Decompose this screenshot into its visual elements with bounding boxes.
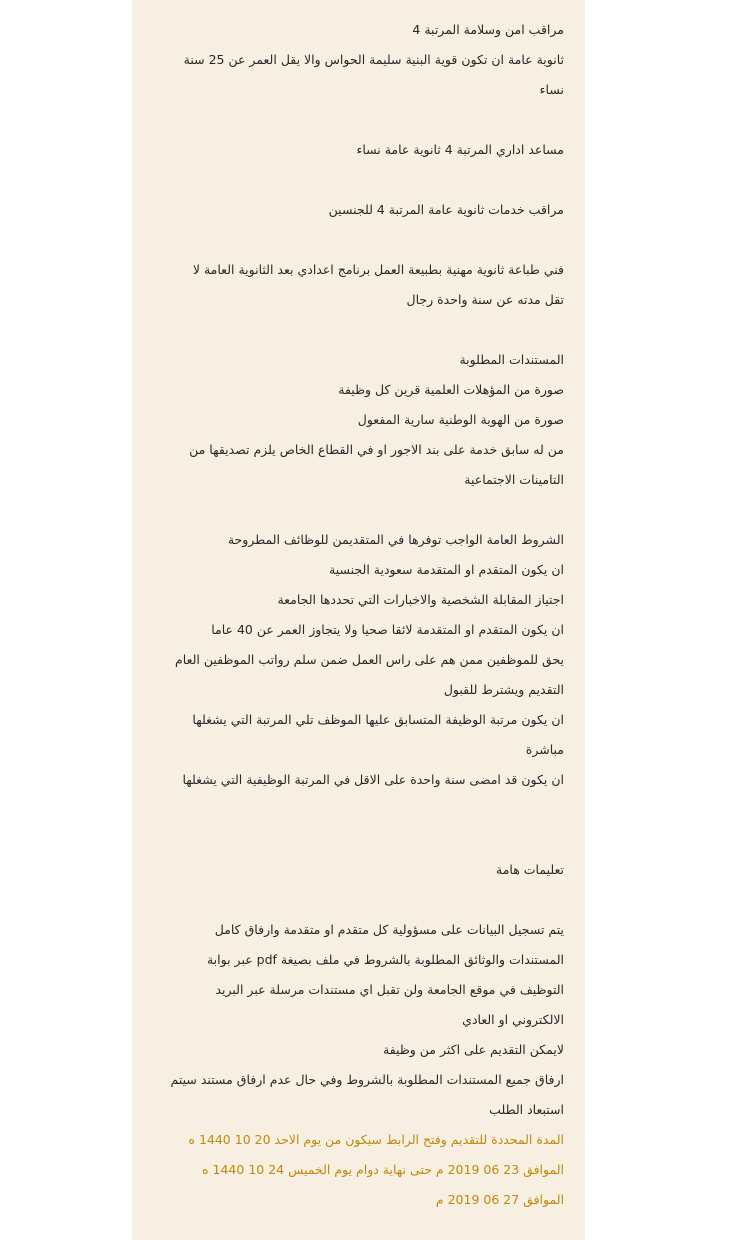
document-item: صورة من المؤهلات العلمية قرين كل وظيفة: [338, 382, 564, 397]
documents-heading: المستندات المطلوبة: [459, 352, 564, 367]
application-period-line: الموافق 27 06 2019 م: [435, 1192, 564, 1207]
instruction-item: التوظيف في موقع الجامعة ولن تقبل اي مستندات مرسلة عبر البريد: [215, 982, 564, 997]
document-item: صورة من الهوية الوطنية سارية المفعول: [357, 412, 564, 427]
job-security-gender: نساء: [539, 82, 564, 97]
job-security-requirements: ثانوية عامة ان تكون قوية البنية سليمة الحواس والا يقل العمر عن 25 سنة: [183, 52, 564, 67]
instructions-heading: تعليمات هامة: [496, 862, 564, 877]
article-content: [152, 15, 564, 1215]
instruction-item: ارفاق جميع المستندات المطلوبة بالشروط وفي حال عدم ارفاق مستند سيتم: [170, 1072, 564, 1087]
conditions-heading: الشروط العامة الواجب توفرها في المتقديمن للوظائف المطروحة: [227, 532, 564, 547]
instruction-item: يتم تسجيل البيانات على مسؤولية كل متقدم او متقدمة وارفاق كامل: [214, 922, 564, 937]
condition-item: ان يكون المتقدم او المتقدمة لائقا صحيا ولا يتجاوز العمر عن 40 عاما: [211, 622, 564, 637]
condition-item: يحق للموظفين ممن هم على راس العمل ضمن سلم رواتب الموظفين العام: [175, 652, 564, 667]
instruction-item: المستندات والوثائق المطلوبة بالشروط في ملف بصيغة pdf عبر بوابة: [206, 952, 564, 967]
condition-item: مباشرة: [525, 742, 564, 757]
document-item: من له سابق خدمة على بند الاجور او في القطاع الخاص يلزم تصديقها من: [189, 442, 564, 457]
application-period-line: الموافق 23 06 2019 م حتى نهاية دوام يوم الخميس 24 10 1440 ه: [201, 1162, 564, 1177]
condition-item: التقديم ويشترط للقبول: [443, 682, 564, 697]
job-print-tech-line-2: تقل مدته عن سنة واحدة رجال: [406, 292, 564, 307]
condition-item: ان يكون مرتبة الوظيفة المتسابق عليها الموظف تلي المرتبة التي يشغلها: [192, 712, 564, 727]
condition-item: ان يكون قد امضى سنة واحدة على الاقل في المرتبة الوظيفية التي يشغلها: [182, 772, 564, 787]
instruction-item: الالكتروني او العادي: [462, 1012, 564, 1027]
job-services-supervisor: مراقب خدمات ثانوية عامة المرتبة 4 للجنسين: [328, 202, 564, 217]
job-security-title: مراقب امن وسلامة المرتبة 4: [412, 22, 564, 37]
job-print-tech-line-1: فني طباعة ثانوية مهنية بطبيعة العمل برنامج اعدادي بعد الثانوية العامة لا: [192, 262, 564, 277]
document-item: التامينات الاجتماعية: [464, 472, 564, 487]
condition-item: اجتياز المقابلة الشخصية والاخبارات التي تحددها الجامعة: [277, 592, 564, 607]
instruction-item: استبعاد الطلب: [489, 1102, 564, 1117]
job-admin-assistant: مساعد اداري المرتبة 4 ثانوية عامة نساء: [356, 142, 564, 157]
application-period-line: المدة المحددة للتقديم وفتح الرابط سيكون من يوم الاحد 20 10 1440 ه: [188, 1132, 564, 1147]
condition-item: ان يكون المتقدم او المتقدمة سعودية الجنسية: [329, 562, 564, 577]
article-panel: [132, 0, 585, 1240]
instruction-item: لايمكن التقديم على اكثر من وظيفة: [383, 1042, 564, 1057]
